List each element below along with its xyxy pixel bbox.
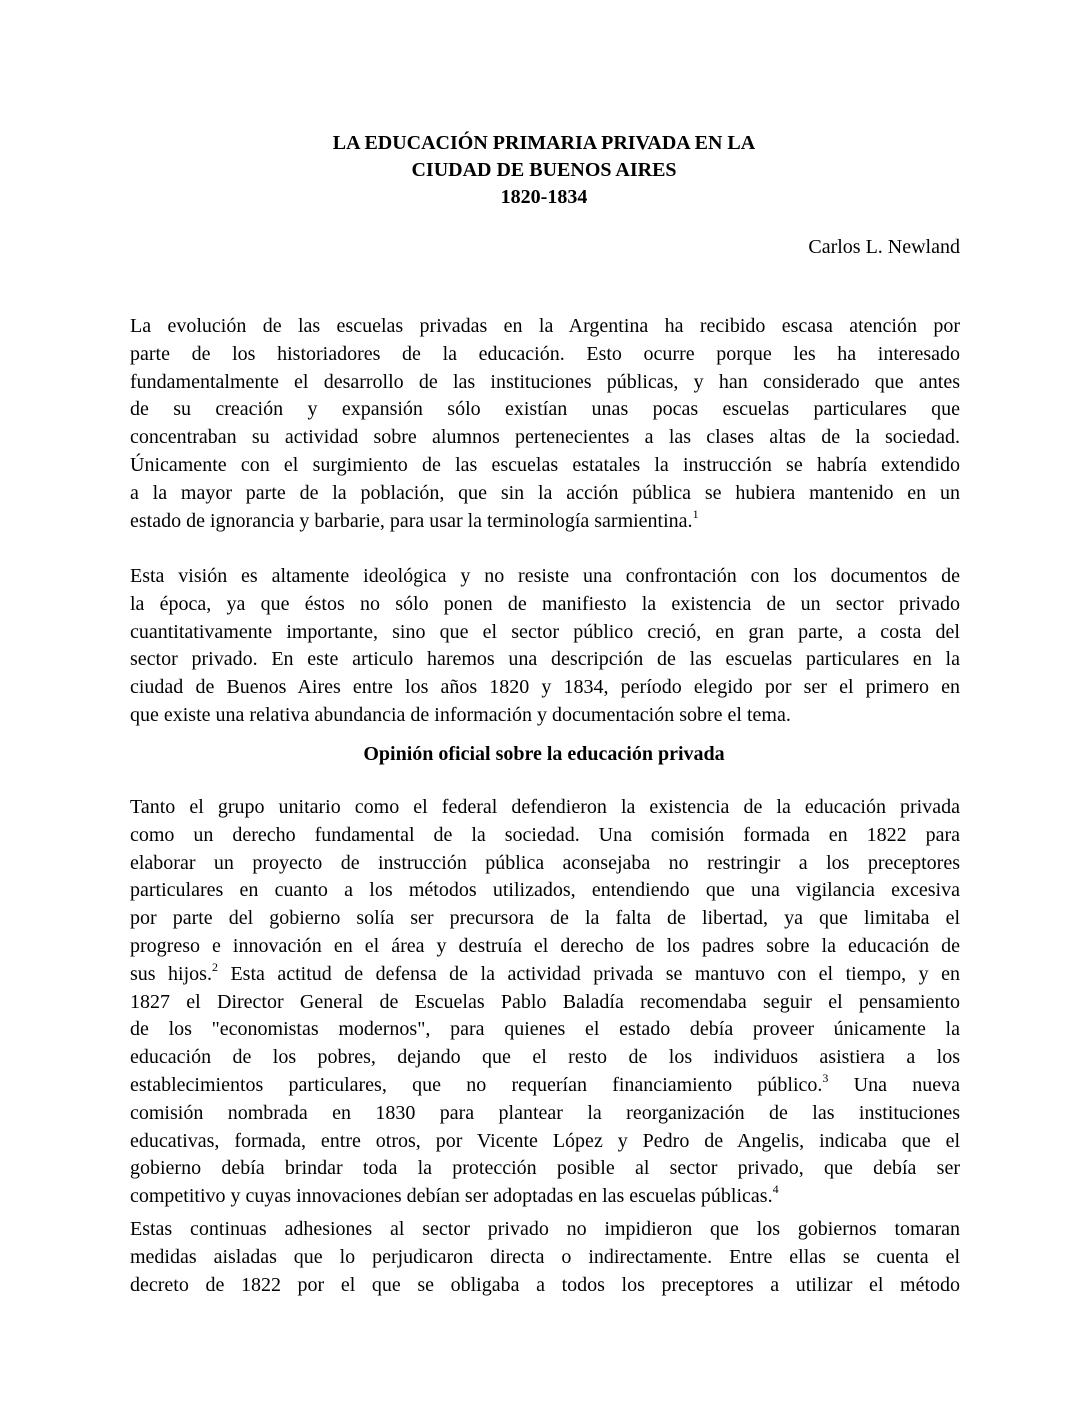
text-line: a la mayor parte de la población, que sin la acción pública se hubiera mantenido en un — [130, 481, 960, 504]
text-line: de los "economistas modernos", para quienes el estado debía proveer únicamente la — [130, 1018, 960, 1041]
text-line: decreto de 1822 por el que se obligaba a todos los preceptores a utilizar el método — [130, 1273, 960, 1296]
text-line: Esta visión es altamente ideológica y no resiste una confrontación con los documentos de — [130, 565, 960, 587]
paragraph-2 — [130, 563, 960, 730]
text-line: educación de los pobres, dejando que el resto de los individuos asistiera a los — [130, 1046, 960, 1069]
text-line: Tanto el grupo unitario como el federal defendieron la existencia de la educación privada — [130, 796, 960, 818]
text-line: Únicamente con el surgimiento de las escuelas estatales la instrucción se habría extendido — [130, 453, 960, 476]
footnote-marker: 4 — [772, 1182, 779, 1197]
text-line: que existe una relativa abundancia de información y documentación sobre el tema. — [130, 703, 791, 726]
text-line: establecimientos particulares, que no requerían financiamiento público.$^3$ Una nueva — [130, 1070, 960, 1096]
text-line: ciudad de Buenos Aires entre los años 1820 y 1834, período elegido por ser el primero en — [130, 676, 960, 699]
text-line: progreso e innovación en el área y destruía el derecho de los padres sobre la educación de — [130, 934, 960, 957]
text-line: competitivo y cuyas innovaciones debían ser adoptadas en las escuelas públicas.$^4$ — [130, 1182, 779, 1208]
text-line: 1827 el Director General de Escuelas Pablo Baladía recomendaba seguir el pensamiento — [130, 990, 960, 1013]
text-line: Estas continuas adhesiones al sector privado no impidieron que los gobiernos tomaran — [130, 1218, 960, 1240]
text-line: comisión nombrada en 1830 para plantear la reorganización de las instituciones — [130, 1101, 960, 1124]
text-line: sector privado. En este articulo haremos una descripción de las escuelas particulares en la — [130, 648, 960, 671]
title-line: 1820-1834 — [500, 186, 588, 208]
text-line: particulares en cuanto a los métodos utilizados, entendiendo que una vigilancia excesiva — [130, 879, 960, 902]
section-heading: Opinión oficial sobre la educación privada — [363, 743, 725, 765]
paragraph-4 — [130, 1216, 960, 1299]
paragraph-3 — [130, 794, 960, 1211]
title-line: CIUDAD DE BUENOS AIRES — [411, 159, 677, 181]
text-line: por parte del gobierno solía ser precursora de la falta de libertad, ya que limitaba el — [130, 907, 960, 930]
text-line: sus hijos.$^2$ Esta actitud de defensa de la actividad privada se mantuvo con el tiempo, y en — [130, 959, 960, 985]
text-line: de su creación y expansión sólo existían unas pocas escuelas particulares que — [130, 398, 960, 421]
text-line: estado de ignorancia y barbarie, para usar la terminología sarmientina.$^1$ — [130, 506, 699, 532]
text-line: parte de los historiadores de la educación. Esto ocurre porque les ha interesado — [130, 342, 960, 365]
text-line: educativas, formada, entre otros, por Vicente López y Pedro de Angelis, indicaba que el — [130, 1129, 960, 1152]
title-line: LA EDUCACIÓN PRIMARIA PRIVADA EN LA — [332, 132, 756, 154]
text-line: cuantitativamente importante, sino que el sector público creció, en gran parte, a costa del — [130, 620, 960, 643]
footnote-marker: 3 — [822, 1070, 829, 1085]
text-line: elaborar un proyecto de instrucción pública aconsejaba no restringir a los preceptores — [130, 851, 960, 874]
text-line: la época, ya que éstos no sólo ponen de manifiesto la existencia de un sector privado — [130, 592, 960, 615]
footnote-marker: 2 — [211, 959, 218, 974]
text-line: La evolución de las escuelas privadas en la Argentina ha recibido escasa atención por — [130, 315, 960, 337]
text-line: medidas aisladas que lo perjudicaron directa o indirectamente. Entre ellas se cuenta el — [130, 1245, 960, 1268]
footnote-marker: 1 — [692, 506, 699, 521]
text-line: fundamentalmente el desarrollo de las instituciones públicas, y han considerado que antes — [130, 370, 960, 393]
document-title — [0, 130, 1088, 211]
text-line: gobierno debía brindar toda la protección posible al sector privado, que debía ser — [130, 1157, 960, 1180]
text-line: como un derecho fundamental de la sociedad. Una comisión formada en 1822 para — [130, 823, 960, 846]
author-name: Carlos L. Newland — [808, 236, 960, 258]
text-line: concentraban su actividad sobre alumnos pertenecientes a las clases altas de la sociedad. — [130, 426, 960, 449]
paragraph-1 — [130, 313, 960, 535]
